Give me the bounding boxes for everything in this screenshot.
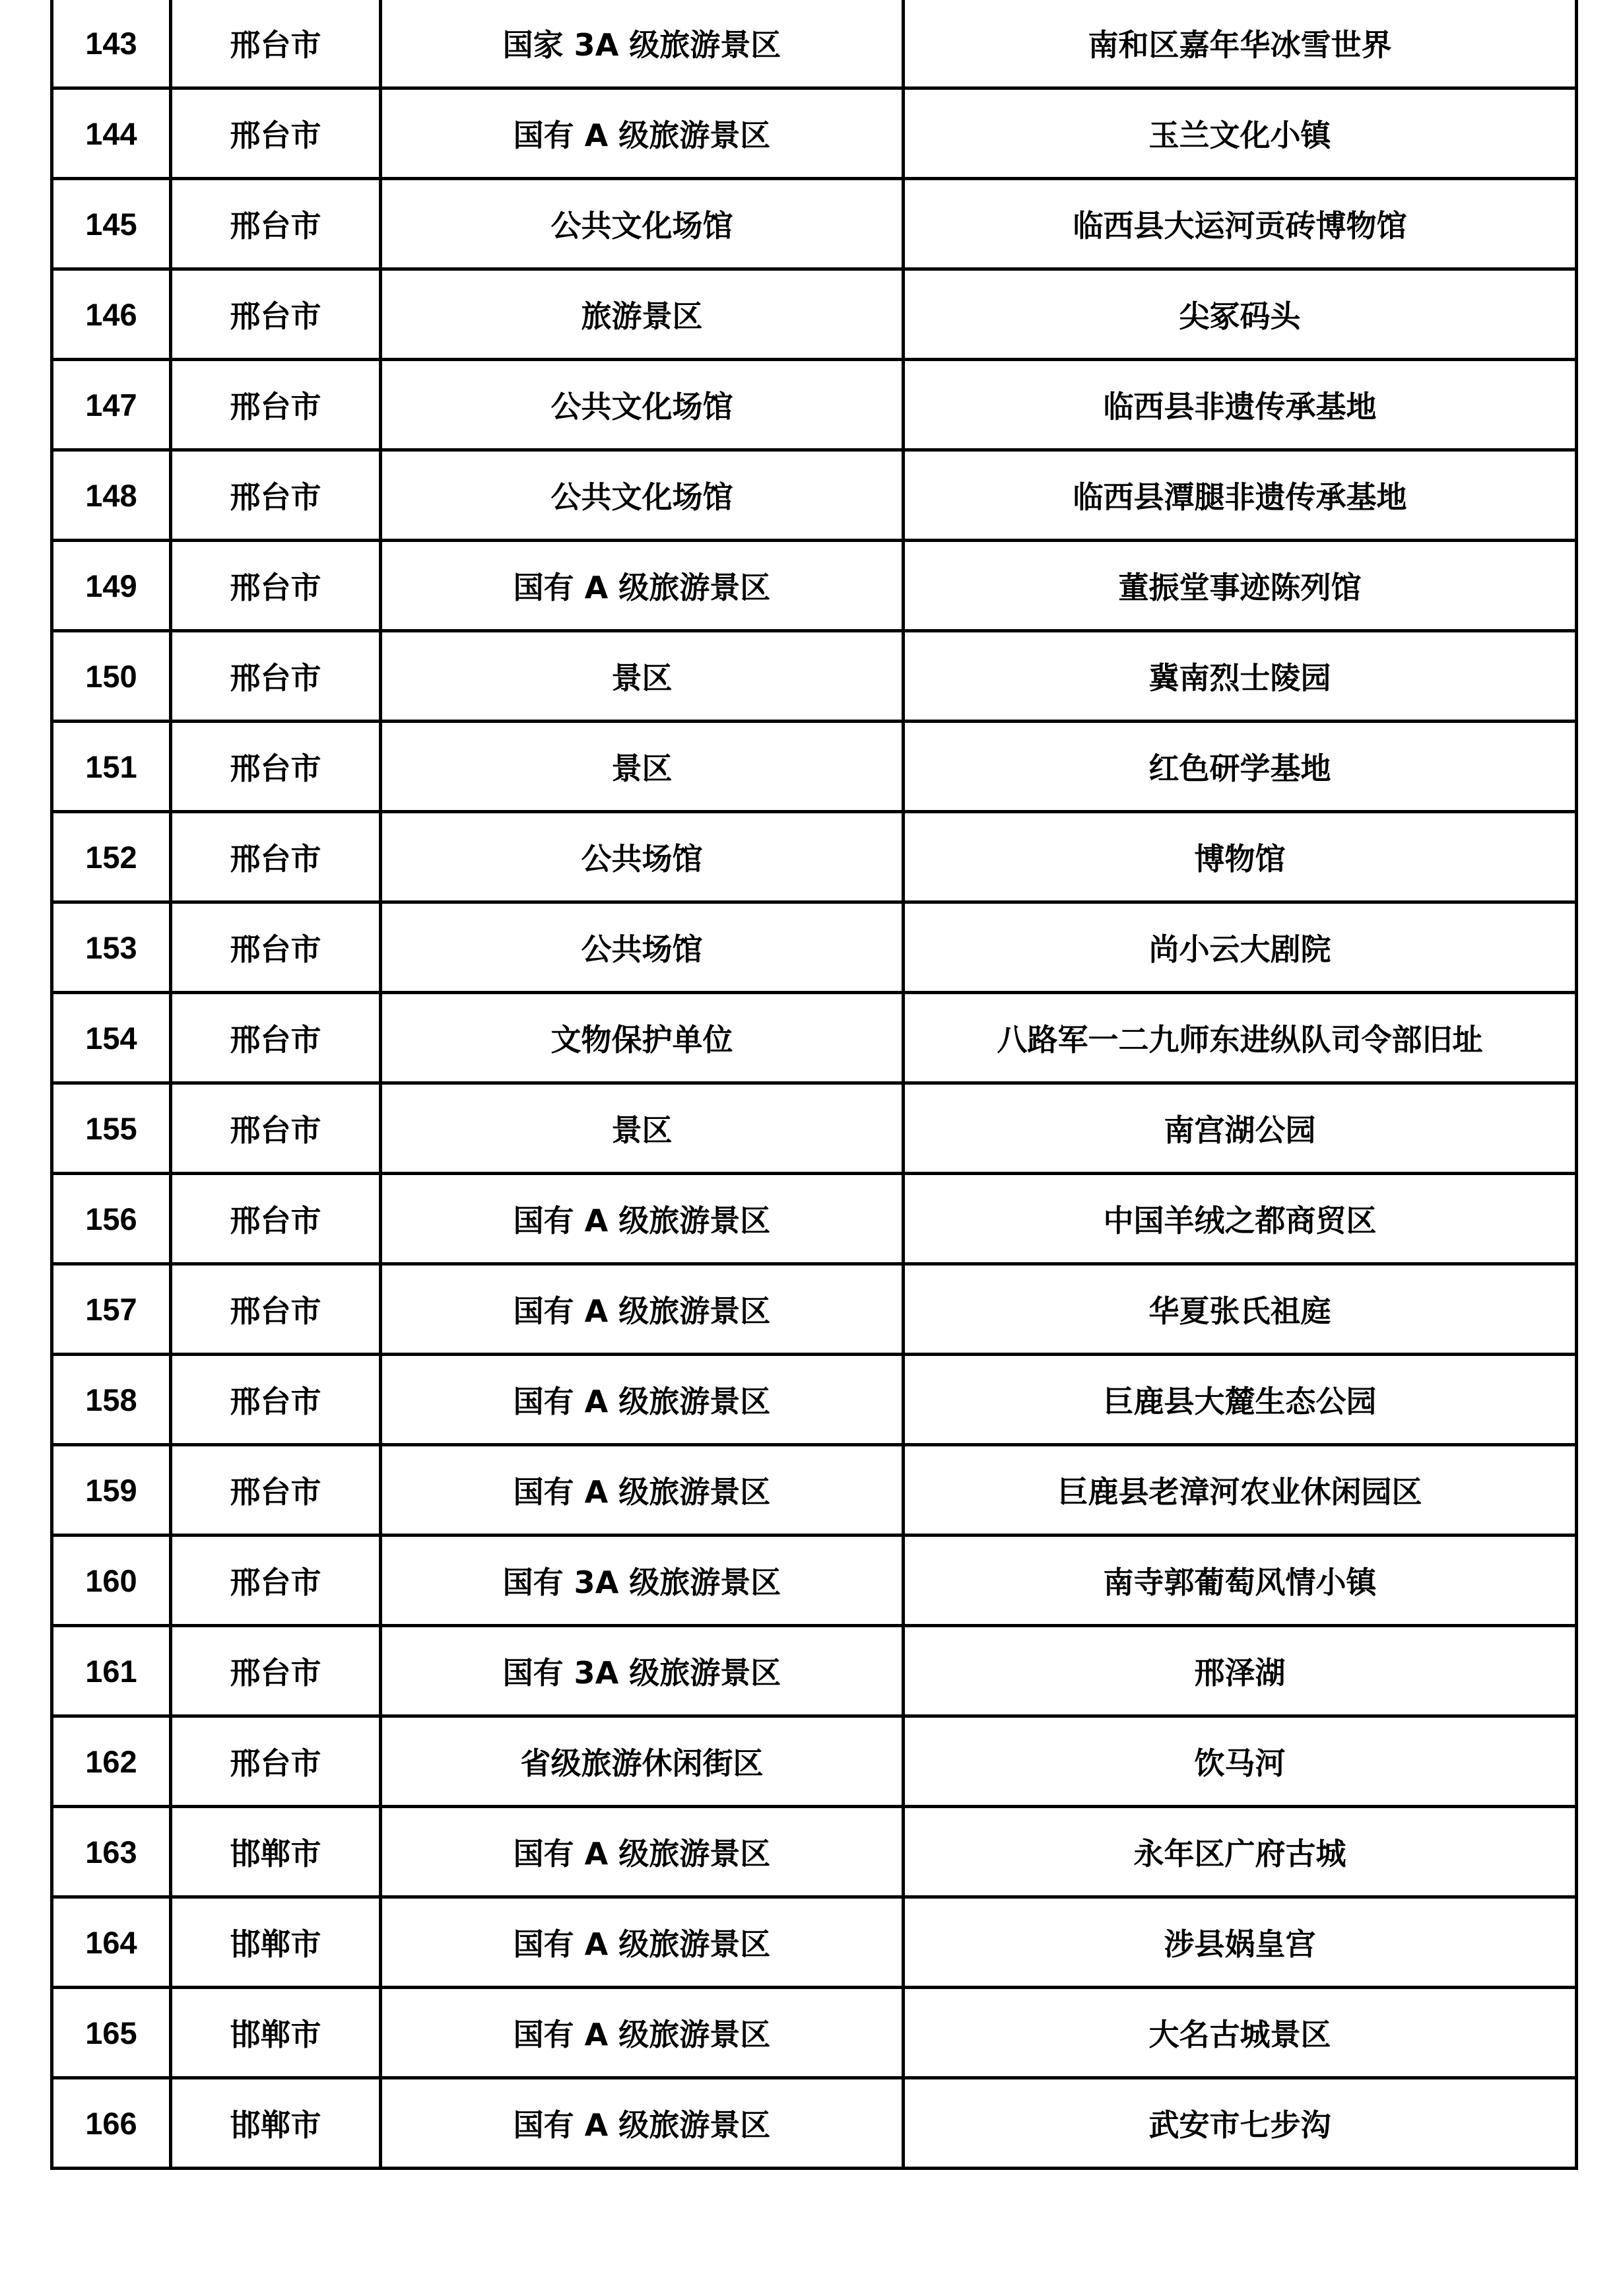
city-cell: 邢台市	[171, 631, 381, 722]
table-row	[52, 631, 1577, 722]
city-cell: 邢台市	[171, 1174, 381, 1264]
venue-name-cell: 南寺郭葡萄风情小镇	[904, 1536, 1577, 1626]
city-cell: 邢台市	[171, 902, 381, 993]
category-cell: 旅游景区	[381, 269, 904, 360]
row-number-cell: 158	[52, 1355, 171, 1445]
venue-name-cell: 博物馆	[904, 812, 1577, 902]
category-cell: 国有 A 级旅游景区	[381, 1897, 904, 1988]
row-number-cell: 143	[52, 0, 171, 88]
table-row	[52, 1536, 1577, 1626]
venue-name-cell: 董振堂事迹陈列馆	[904, 541, 1577, 631]
category-cell: 公共场馆	[381, 902, 904, 993]
venue-name-cell: 华夏张氏祖庭	[904, 1264, 1577, 1355]
table-row	[52, 1626, 1577, 1716]
row-number-cell: 148	[52, 450, 171, 541]
table-row	[52, 541, 1577, 631]
venue-name-cell: 大名古城景区	[904, 1988, 1577, 2078]
table-row	[52, 1807, 1577, 1897]
city-cell: 邢台市	[171, 812, 381, 902]
table-row	[52, 1264, 1577, 1355]
category-cell: 国有 A 级旅游景区	[381, 1445, 904, 1536]
table-row	[52, 1716, 1577, 1807]
venue-table-body	[52, 0, 1577, 2169]
table-row	[52, 1083, 1577, 1174]
city-cell: 邢台市	[171, 722, 381, 812]
venue-name-cell: 中国羊绒之都商贸区	[904, 1174, 1577, 1264]
venue-name-cell: 巨鹿县老漳河农业休闲园区	[904, 1445, 1577, 1536]
category-cell: 国有 3A 级旅游景区	[381, 1536, 904, 1626]
row-number-cell: 144	[52, 88, 171, 179]
venue-name-cell: 邢泽湖	[904, 1626, 1577, 1716]
venue-name-cell: 南宫湖公园	[904, 1083, 1577, 1174]
category-cell: 国有 A 级旅游景区	[381, 1174, 904, 1264]
table-row	[52, 1897, 1577, 1988]
venue-name-cell: 临西县大运河贡砖博物馆	[904, 179, 1577, 269]
row-number-cell: 161	[52, 1626, 171, 1716]
city-cell: 邯郸市	[171, 2078, 381, 2169]
city-cell: 邢台市	[171, 541, 381, 631]
category-cell: 国有 A 级旅游景区	[381, 1355, 904, 1445]
category-cell: 国有 A 级旅游景区	[381, 1988, 904, 2078]
row-number-cell: 166	[52, 2078, 171, 2169]
venue-name-cell: 永年区广府古城	[904, 1807, 1577, 1897]
category-cell: 文物保护单位	[381, 993, 904, 1083]
category-cell: 公共场馆	[381, 812, 904, 902]
table-row	[52, 1355, 1577, 1445]
venue-name-cell: 红色研学基地	[904, 722, 1577, 812]
table-row	[52, 1988, 1577, 2078]
row-number-cell: 149	[52, 541, 171, 631]
venue-name-cell: 玉兰文化小镇	[904, 88, 1577, 179]
row-number-cell: 162	[52, 1716, 171, 1807]
category-cell: 公共文化场馆	[381, 179, 904, 269]
row-number-cell: 145	[52, 179, 171, 269]
venue-name-cell: 八路军一二九师东进纵队司令部旧址	[904, 993, 1577, 1083]
venue-table-container	[50, 0, 1575, 2170]
city-cell: 邢台市	[171, 450, 381, 541]
table-row	[52, 1174, 1577, 1264]
city-cell: 邢台市	[171, 1264, 381, 1355]
city-cell: 邢台市	[171, 1536, 381, 1626]
city-cell: 邢台市	[171, 269, 381, 360]
venue-name-cell: 尖冢码头	[904, 269, 1577, 360]
venue-name-cell: 南和区嘉年华冰雪世界	[904, 0, 1577, 88]
category-cell: 国有 A 级旅游景区	[381, 541, 904, 631]
table-row	[52, 902, 1577, 993]
category-cell: 国有 3A 级旅游景区	[381, 1626, 904, 1716]
row-number-cell: 150	[52, 631, 171, 722]
category-cell: 景区	[381, 1083, 904, 1174]
category-cell: 景区	[381, 631, 904, 722]
table-row	[52, 450, 1577, 541]
row-number-cell: 160	[52, 1536, 171, 1626]
row-number-cell: 156	[52, 1174, 171, 1264]
city-cell: 邢台市	[171, 88, 381, 179]
city-cell: 邢台市	[171, 1716, 381, 1807]
table-row	[52, 88, 1577, 179]
city-cell: 邢台市	[171, 360, 381, 450]
row-number-cell: 146	[52, 269, 171, 360]
row-number-cell: 151	[52, 722, 171, 812]
category-cell: 省级旅游休闲街区	[381, 1716, 904, 1807]
category-cell: 国有 A 级旅游景区	[381, 1807, 904, 1897]
category-cell: 国家 3A 级旅游景区	[381, 0, 904, 88]
venue-name-cell: 武安市七步沟	[904, 2078, 1577, 2169]
city-cell: 邢台市	[171, 0, 381, 88]
venue-name-cell: 临西县非遗传承基地	[904, 360, 1577, 450]
venue-name-cell: 冀南烈士陵园	[904, 631, 1577, 722]
table-row	[52, 269, 1577, 360]
category-cell: 公共文化场馆	[381, 450, 904, 541]
venue-name-cell: 临西县潭腿非遗传承基地	[904, 450, 1577, 541]
row-number-cell: 157	[52, 1264, 171, 1355]
row-number-cell: 147	[52, 360, 171, 450]
table-row	[52, 179, 1577, 269]
venue-name-cell: 尚小云大剧院	[904, 902, 1577, 993]
row-number-cell: 152	[52, 812, 171, 902]
row-number-cell: 165	[52, 1988, 171, 2078]
city-cell: 邢台市	[171, 1355, 381, 1445]
table-row	[52, 1445, 1577, 1536]
venue-name-cell: 饮马河	[904, 1716, 1577, 1807]
city-cell: 邯郸市	[171, 1988, 381, 2078]
table-row	[52, 2078, 1577, 2169]
row-number-cell: 153	[52, 902, 171, 993]
venue-table	[50, 0, 1578, 2170]
row-number-cell: 154	[52, 993, 171, 1083]
row-number-cell: 155	[52, 1083, 171, 1174]
venue-name-cell: 涉县娲皇宫	[904, 1897, 1577, 1988]
city-cell: 邢台市	[171, 1445, 381, 1536]
table-row	[52, 722, 1577, 812]
table-row	[52, 993, 1577, 1083]
category-cell: 公共文化场馆	[381, 360, 904, 450]
city-cell: 邢台市	[171, 993, 381, 1083]
city-cell: 邯郸市	[171, 1897, 381, 1988]
row-number-cell: 163	[52, 1807, 171, 1897]
table-row	[52, 0, 1577, 88]
category-cell: 国有 A 级旅游景区	[381, 88, 904, 179]
category-cell: 国有 A 级旅游景区	[381, 1264, 904, 1355]
venue-name-cell: 巨鹿县大麓生态公园	[904, 1355, 1577, 1445]
city-cell: 邢台市	[171, 1626, 381, 1716]
row-number-cell: 159	[52, 1445, 171, 1536]
category-cell: 景区	[381, 722, 904, 812]
city-cell: 邢台市	[171, 179, 381, 269]
table-row	[52, 812, 1577, 902]
table-row	[52, 360, 1577, 450]
category-cell: 国有 A 级旅游景区	[381, 2078, 904, 2169]
row-number-cell: 164	[52, 1897, 171, 1988]
city-cell: 邢台市	[171, 1083, 381, 1174]
city-cell: 邯郸市	[171, 1807, 381, 1897]
